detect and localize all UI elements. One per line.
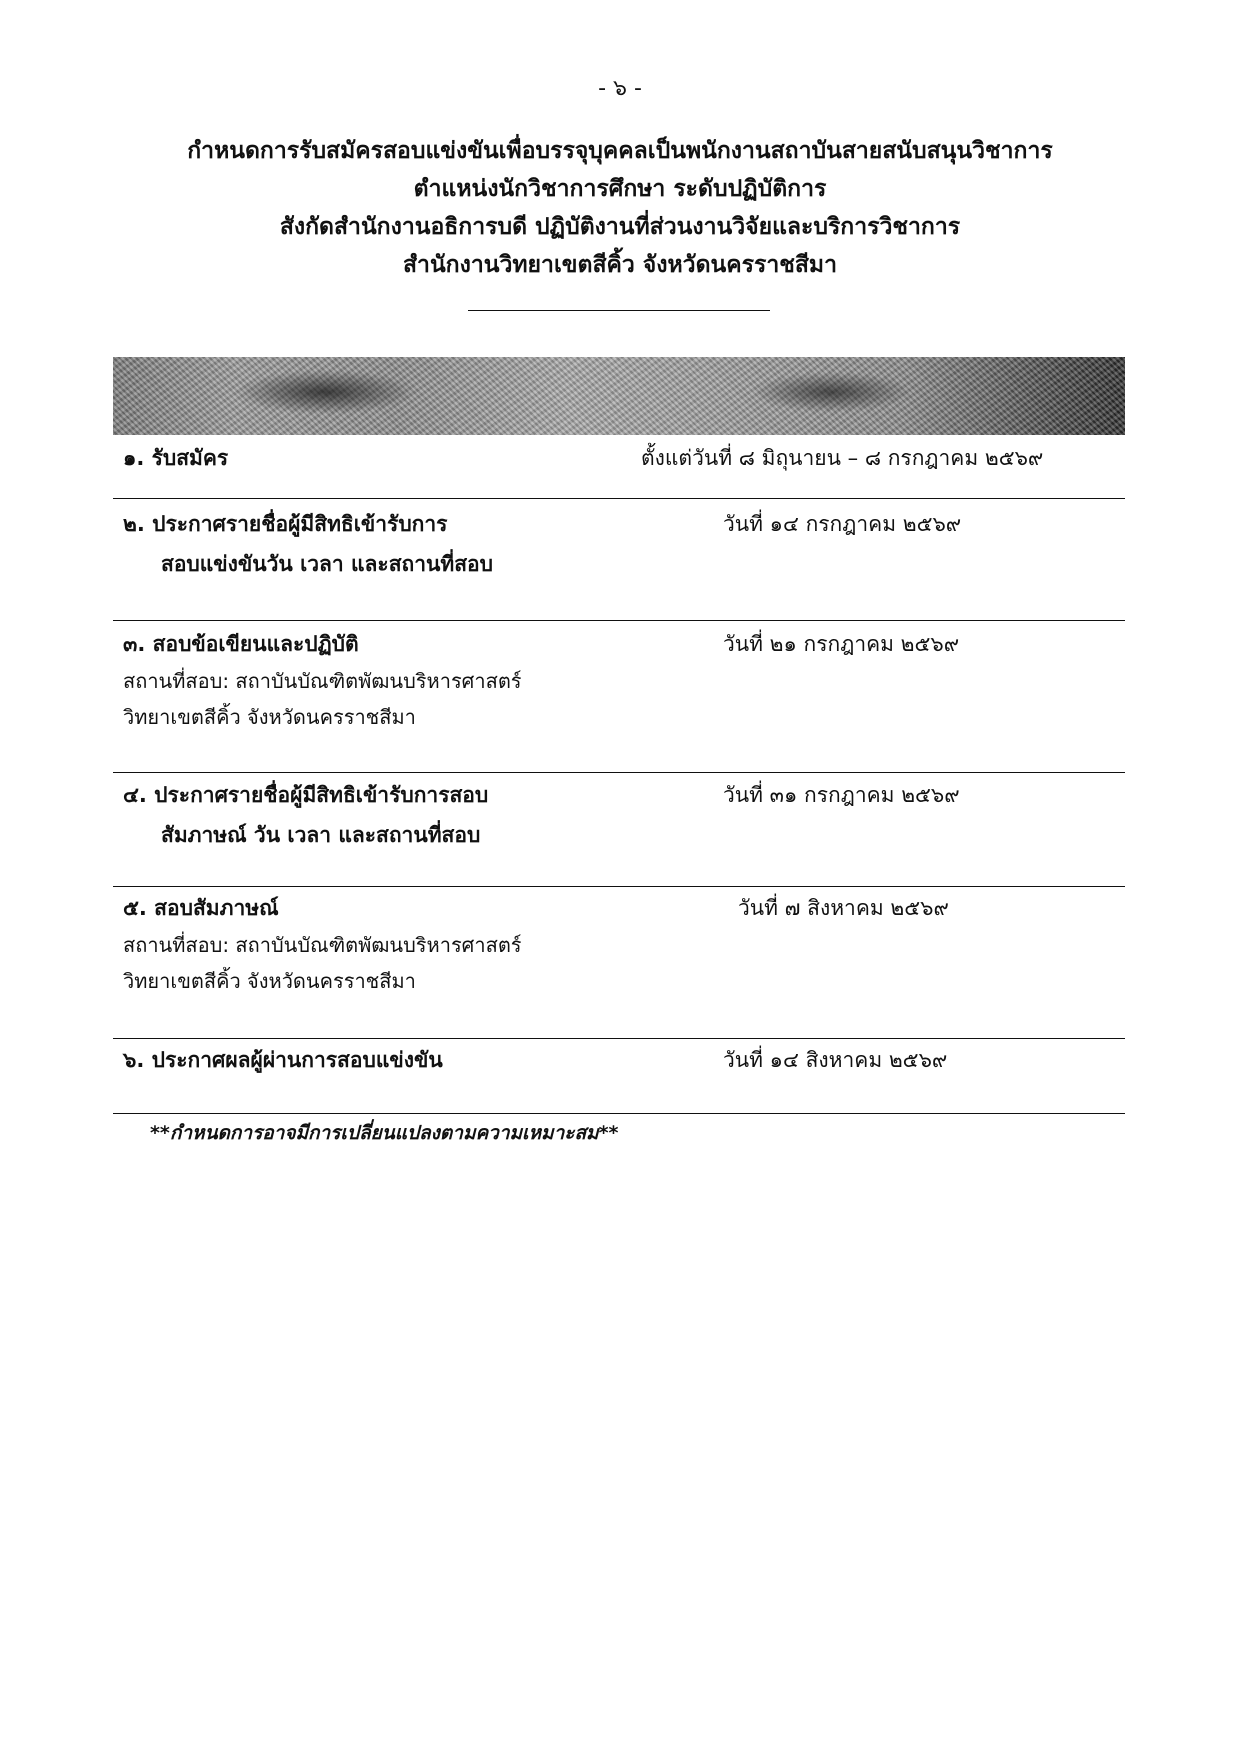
title-line-4: สำนักงานวิทยาเขตสีคิ้ว จังหวัดนครราชสีมา xyxy=(403,252,837,278)
schedule-item-title: ๓. สอบข้อเขียนและปฏิบัติ xyxy=(123,632,359,656)
schedule-item-date: วันที่ ๓๑ กรกฎาคม ๒๕๖๙ xyxy=(723,783,960,807)
title-line-3: สังกัดสำนักงานอธิการบดี ปฏิบัติงานที่ส่วนงานวิจัยและบริการวิชาการ xyxy=(279,214,961,240)
schedule-item-date: วันที่ ๗ สิงหาคม ๒๕๖๙ xyxy=(738,896,949,920)
schedule-item-title: ๑. รับสมัคร xyxy=(123,446,229,470)
schedule-item-subtitle: สัมภาษณ์ วัน เวลา และสถานที่สอบ xyxy=(161,823,481,847)
schedule-item-venue-location: วิทยาเขตสีคิ้ว จังหวัดนครราชสีมา xyxy=(123,969,416,993)
title-line-2: ตำแหน่งนักวิชาการศึกษา ระดับปฏิบัติการ xyxy=(413,176,827,202)
title-divider xyxy=(468,310,770,311)
row-divider xyxy=(113,620,1125,621)
table-bottom-rule xyxy=(113,1113,1125,1114)
schedule-item-title: ๒. ประกาศรายชื่อผู้มีสิทธิเข้ารับการ xyxy=(123,512,448,536)
schedule-item-date: วันที่ ๑๔ สิงหาคม ๒๕๖๙ xyxy=(723,1048,948,1072)
schedule-item-venue: สถานที่สอบ: สถาบันบัณฑิตพัฒนบริหารศาสตร์ xyxy=(123,669,522,693)
row-divider xyxy=(113,498,1125,499)
schedule-item-date: วันที่ ๑๔ กรกฎาคม ๒๕๖๙ xyxy=(723,512,962,536)
schedule-item-title: ๔. ประกาศรายชื่อผู้มีสิทธิเข้ารับการสอบ xyxy=(123,783,489,807)
row-divider xyxy=(113,886,1125,887)
document-title xyxy=(60,132,1180,284)
schedule-item-date: วันที่ ๒๑ กรกฎาคม ๒๕๖๙ xyxy=(723,632,960,656)
row-divider xyxy=(113,1038,1125,1039)
schedule-item-venue-location: วิทยาเขตสีคิ้ว จังหวัดนครราชสีมา xyxy=(123,705,416,729)
schedule-item-title: ๕. สอบสัมภาษณ์ xyxy=(123,896,279,920)
footnote: **กำหนดการอาจมีการเปลี่ยนแปลงตามความเหมาะสม** xyxy=(150,1122,619,1144)
title-line-1: กำหนดการรับสมัครสอบแข่งขันเพื่อบรรจุบุคคลเป็นพนักงานสถาบันสายสนับสนุนวิชาการ xyxy=(187,138,1053,164)
schedule-item-venue: สถานที่สอบ: สถาบันบัณฑิตพัฒนบริหารศาสตร์ xyxy=(123,933,522,957)
table-header-obscured xyxy=(113,357,1125,435)
schedule-item-title: ๖. ประกาศผลผู้ผ่านการสอบแข่งขัน xyxy=(123,1048,443,1072)
page-number: - ๖ - xyxy=(598,76,642,101)
schedule-item-subtitle: สอบแข่งขันวัน เวลา และสถานที่สอบ xyxy=(161,552,493,576)
row-divider xyxy=(113,772,1125,773)
schedule-item-date: ตั้งแต่วันที่ ๘ มิถุนายน – ๘ กรกฎาคม ๒๕๖๙ xyxy=(641,446,1044,470)
